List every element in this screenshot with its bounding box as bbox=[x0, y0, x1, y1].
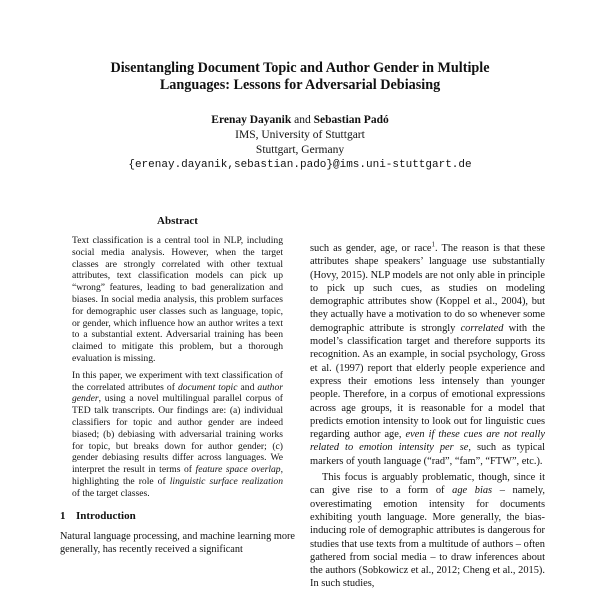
title-line-2: Languages: Lessons for Adversarial Debiasing bbox=[159, 77, 441, 93]
text-span: In this paper, we experiment with text classification of the correlated attributes of bbox=[72, 369, 283, 393]
text-span: – namely, overestimating emotion intensity for documents exhibiting youth language. More generally, the bias-inducing role of demographic attributes is dangerous for studies that use texts from a multitude of authors – often gathered from social media – to draw inferences about the authors (Sobkowicz et al., 2012; Cheng et al., 2015). In such studies, bbox=[310, 485, 545, 590]
emphasis: author gender bbox=[72, 381, 283, 405]
author-conjunction: and bbox=[294, 114, 311, 126]
text-span: , highlighting the role of bbox=[72, 464, 283, 487]
left-column bbox=[60, 215, 295, 556]
text-span: with the model’s classification target and therefore supports its recognition. As an example, in social psychology, Gross et al. (1997) report that elderly people experience and express their emotions less intensely than younger people. Therefore, in a corpus of emotional expressions across age groups, it is reasonable for a model that predicts emotion intensity to look out for linguistic cues regarding author age, bbox=[310, 322, 545, 441]
emphasis: correlated bbox=[460, 322, 504, 334]
author-2: Sebastian Padó bbox=[313, 114, 389, 126]
emphasis: even if these cues are not really related to emotion intensity per se bbox=[310, 429, 545, 454]
abstract-heading: Abstract bbox=[157, 215, 198, 227]
right-column bbox=[310, 242, 545, 594]
abstract-paragraph-2 bbox=[72, 370, 283, 500]
author-block bbox=[60, 113, 540, 173]
emphasis: linguistic surface realization bbox=[169, 475, 283, 487]
text-span: and bbox=[237, 381, 258, 393]
section-title: Introduction bbox=[76, 509, 136, 522]
author-names bbox=[60, 113, 540, 128]
location: Stuttgart, Germany bbox=[255, 144, 345, 156]
text-span: such as gender, age, or race bbox=[310, 243, 432, 254]
text-span: of the target classes. bbox=[72, 487, 150, 499]
emphasis: document topic bbox=[177, 381, 238, 393]
section-heading-introduction bbox=[60, 510, 295, 522]
section-number: 1 bbox=[60, 509, 66, 522]
paper-title bbox=[60, 60, 540, 94]
text-span: . The reason is that these attributes shape speakers’ language use substantially (Hovy, 2015). NLP models are not only able in principle to pick up such cues, as studies on modeling demographic attributes show (Koppel et al., 2004), but they actually have a motivation to do so whenever some demographic attribute is strongly bbox=[310, 243, 546, 334]
affiliation: IMS, University of Stuttgart bbox=[235, 129, 365, 141]
intro-paragraph-1: Natural language processing, and machine learning more generally, has recently received a significant bbox=[60, 530, 295, 555]
author-1: Erenay Dayanik bbox=[211, 114, 292, 126]
text-span: This focus is arguably problematic, though, since it can give rise to a form of bbox=[310, 472, 545, 497]
footnote-marker: 1 bbox=[431, 240, 436, 249]
abstract-section bbox=[60, 215, 295, 500]
body-paragraph-1 bbox=[310, 242, 545, 468]
emphasis: age bias bbox=[452, 485, 493, 497]
text-span: , such as typical markers of youth language (“rad”, “fam”, “FTW”, etc.). bbox=[310, 442, 545, 467]
title-line-1: Disentangling Document Topic and Author Gender in Multiple bbox=[110, 60, 490, 76]
author-email: {erenay.dayanik,sebastian.pado}@ims.uni-stuttgart.de bbox=[128, 159, 472, 171]
emphasis: feature space overlap bbox=[195, 464, 281, 476]
text-span: , using a novel multilingual parallel corpus of TED talk transcripts. Our findings are: (a) individual classifiers for topic and author gender are indeed biased; (b) debiasing with adversarial training works for topic, but breaks down for author gender; (c) gender debiasing results differ across languages. We interpret the result in terms of bbox=[72, 393, 283, 476]
body-paragraph-2 bbox=[310, 471, 545, 591]
abstract-paragraph-1: Text classification is a central tool in NLP, including social media analysis. However, when the target classes are strongly correlated with other textual attributes, text classification models can pick up “wrong” features, leading to bad generalization and biases. In social media analysis, this problem surfaces for demographic user classes such as language, topic, or gender, which influence how an author writes a text to a substantial extent. Adversarial training has been claimed to mitigate this problem, but a thorough evaluation is missing. bbox=[72, 235, 283, 364]
